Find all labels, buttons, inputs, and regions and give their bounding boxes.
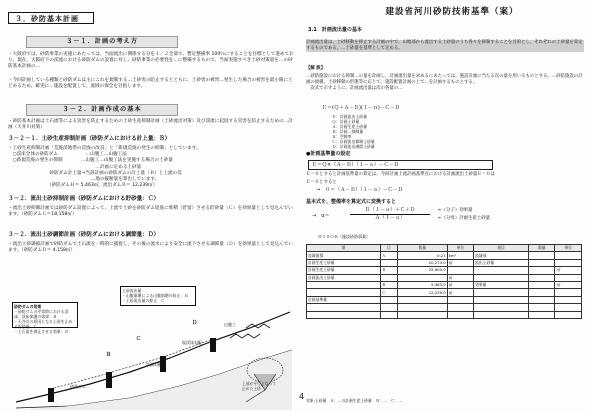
heading-3-2-2: ３－２．流出土砂抑制計画（砂防ダムにおける貯砂量：Ｃ） bbox=[8, 196, 160, 202]
dam-2 bbox=[106, 372, 112, 388]
table-cell bbox=[380, 274, 397, 281]
table-cell bbox=[307, 281, 381, 288]
label-existing-gradient: 現渓床勾配 bbox=[182, 340, 202, 345]
table-cell bbox=[474, 296, 529, 303]
table-cell: 流域部 bbox=[474, 252, 529, 259]
table-cell bbox=[447, 296, 473, 303]
denominator-note: ←（分母）計画生産土砂量 bbox=[438, 216, 490, 221]
table-cell bbox=[529, 281, 555, 288]
mountain-body bbox=[16, 350, 292, 410]
table-cell: 計画生産土砂量 bbox=[307, 259, 381, 266]
right-page bbox=[302, 6, 586, 406]
table-header-row bbox=[307, 245, 582, 252]
subsection-1-heading: ３－１．計画の考え方 bbox=[26, 36, 178, 48]
table-cell: ㎥ bbox=[555, 281, 582, 288]
numerator-note: ←（分子）効果量 bbox=[438, 208, 473, 213]
effect-box-1-line-2: ・天井川の原因となる土砂を止める貯砂量：Ｃ bbox=[14, 319, 73, 329]
paragraph-1: ・大阪府では、砂防事業の実施にあたっては、当面流出に関係する分を１／２全部で、暫定整備率 100％にすることを目標として進めており、現在、大阪府下の渓流における砂防ダムの設置に対し、砂防事業の必要性を…に整備するもので、当面実施すべき土砂対策量を…の砂防基本計画の… bbox=[8, 52, 294, 70]
hillside-work-1 bbox=[230, 334, 260, 338]
subsection-2-heading: ３－２．計画作成の基本 bbox=[26, 104, 178, 116]
table-cell bbox=[555, 259, 582, 266]
table-cell bbox=[529, 259, 555, 266]
table-row bbox=[307, 274, 582, 281]
table-cell: 流域面積 bbox=[307, 252, 381, 259]
table-footer-note: 対象:土砂量 Ａ：…の計画生産土砂量 Ｂ：… Ｃ：… bbox=[306, 398, 403, 403]
table-cell: ㎥ bbox=[447, 289, 473, 296]
effect-box-1 bbox=[12, 302, 78, 334]
table-cell bbox=[380, 259, 397, 266]
table-row bbox=[307, 311, 582, 318]
table-cell bbox=[397, 311, 447, 318]
list-3-2-2: ・流出土砂抑制計画では砂防ダム設置によって、上流で土砂を砂防ダム堤底に堆積（貯留）させる貯砂量（Ｃ）を効果量として見込んでいます。（砂防ダムＣ＝18,158㎥） bbox=[8, 206, 293, 218]
table-cell bbox=[307, 304, 381, 311]
table-cell bbox=[555, 304, 582, 311]
table-row bbox=[307, 296, 582, 303]
table-header-cell: 目 bbox=[380, 245, 397, 252]
table-row bbox=[307, 304, 582, 311]
table-cell bbox=[397, 304, 447, 311]
dam-1 bbox=[48, 388, 54, 402]
label-dam: 砂防ダム bbox=[70, 384, 86, 389]
table-cell bbox=[529, 252, 555, 259]
table-cell bbox=[397, 296, 447, 303]
table-cell bbox=[474, 311, 529, 318]
heading-3-2-1: ３－２－１．土砂生産抑制計画（砂防ダムにおける計上量：Ｂ） bbox=[8, 136, 171, 142]
table-cell bbox=[380, 296, 397, 303]
paragraph-3: ・砂防基本計画は土石流等による災害を防止するための土砂生産抑制計画（土砂流出対策）及び渓流に起因する災害を防止するための…計画（天井川対策） bbox=[8, 119, 293, 131]
page-number: 4 bbox=[299, 392, 305, 401]
table-cell bbox=[307, 289, 381, 296]
table-cell: km² bbox=[447, 252, 473, 259]
table-header-cell: 数量 bbox=[529, 245, 555, 252]
table-cell bbox=[474, 274, 529, 281]
heading-3-2-3: ３－２．流出土砂調節計画（砂防ダムにおける調節量：Ｄ） bbox=[8, 232, 160, 238]
table-cell bbox=[447, 304, 473, 311]
base-quantity-heading: ●計画基準量の設定 bbox=[306, 151, 351, 157]
paragraph-2: ・今回計画している種類と砂防ダムは主にこれを規制する…土砂害の防止するとともに、土砂害の被害…発生した場合の被害を最小限にとどめるため、確実に…施設を配置して、流域の保全を目指します。 bbox=[8, 78, 293, 90]
effect-box-2-line-3: ・土砂流出量の抑止：Ｃ bbox=[122, 298, 165, 304]
label-d: Ｄ bbox=[192, 320, 198, 326]
section-3-1-heading: 3.1 計画流出量の基本 bbox=[308, 27, 362, 33]
table-cell bbox=[529, 274, 555, 281]
alpha-label: → α＝ bbox=[312, 213, 330, 219]
effect-box-2 bbox=[120, 286, 196, 306]
effect-box-2-line-2: ・山腹崩壊による山腹崩壊の防止：Ｂ bbox=[122, 293, 189, 299]
table-cell bbox=[529, 267, 555, 274]
main-formula: Ｅ＝(Ｑ＋Ａ－Ｂ)(１－ｎ)－Ｃ－Ｄ bbox=[322, 105, 400, 111]
highlighted-paragraph: 計画流出量は、土砂移動を抑止する計画の中で、山地部から流出する土砂量のうち各々を抑制することを目的とし、それぞれの土砂量を算定するものである。…土砂量を基準として定める。 bbox=[306, 40, 583, 51]
note-e-zero: Ｅ＝０とすると bbox=[306, 180, 337, 185]
table-row bbox=[307, 259, 582, 266]
table-cell: ㎥ bbox=[555, 267, 582, 274]
table-header-cell: 単位 bbox=[447, 245, 473, 252]
list-3-2-1: ・土砂生産抑制計画「荒廃渓地帯の荒廃の改良」と「新規荒廃の発生の抑制」としています。 ○渓床全体の砂防ダム …山腹工…山腹工法 ○新規荒廃の発生の抑制 …山腹工…山腹工法を実施する場合の土砂量 …計画に定める土砂量 砂防ダム計上量→当該計画の砂防ダムの計上量（Ｂ）と上流の荒 …地の縦断量を算出しています。 （砂防ダムＢ＝ 5,463㎥，流出ダムＢ＝ 12,239㎥） bbox=[8, 146, 201, 189]
table-cell bbox=[529, 289, 555, 296]
table-cell: 計画生産土砂量 bbox=[307, 267, 381, 274]
label-hillside: 山腹工 bbox=[224, 322, 236, 327]
label-c: Ｃ bbox=[136, 336, 142, 342]
table-header-cell: 項 bbox=[307, 245, 381, 252]
table-cell bbox=[380, 311, 397, 318]
table-cell bbox=[529, 311, 555, 318]
table-cell: 0.21 bbox=[397, 252, 447, 259]
table-cell bbox=[474, 304, 529, 311]
conversion-heading: 基本式を、整備率を算定式に変換すると bbox=[306, 199, 397, 205]
table-cell bbox=[380, 304, 397, 311]
left-page bbox=[6, 6, 298, 406]
table-cell: Ａ bbox=[380, 252, 397, 259]
table-cell bbox=[555, 296, 582, 303]
formula-definitions: Ｅ：計画流出土砂量 Ｑ：計画土砂量 Ａ：計画生産土砂量 Ｂ：計画…抑制量 ｎ：空隙率 Ｃ：計画流出抑制土砂量 Ｄ：計画流出調節土砂量 bbox=[332, 114, 375, 149]
base-equation-box: Ｅ＝Ｑ×（Ａ－Ｂ）（１－ａ）－Ｃ－Ｄ bbox=[308, 160, 493, 170]
fraction-numerator: Ｂ（１－ａ）＋Ｃ＋Ｄ bbox=[350, 208, 430, 215]
table-cell: Ｂ bbox=[380, 281, 397, 288]
table-cell: 効果量 bbox=[474, 281, 529, 288]
dam-4 bbox=[210, 338, 216, 352]
table-row bbox=[307, 267, 582, 274]
table-cell: 流出土砂量 bbox=[474, 259, 529, 266]
table-row bbox=[307, 252, 582, 259]
table-cell bbox=[555, 274, 582, 281]
table-cell: 5,463.0 bbox=[397, 281, 447, 288]
table-header-cell: 数量 bbox=[397, 245, 447, 252]
effect-box-1-title: 砂防ダムの効果 bbox=[14, 304, 42, 309]
table-cell: 20,274.0 bbox=[397, 259, 447, 266]
table-cell bbox=[474, 289, 529, 296]
table-cell: ㎥ bbox=[447, 274, 473, 281]
table-cell bbox=[397, 274, 447, 281]
zero-equation: → ０＝（Ａ－Ｂ）（１－ａ）－Ｃ－Ｄ bbox=[316, 187, 403, 193]
table-cell bbox=[307, 311, 381, 318]
table-cell bbox=[555, 289, 582, 296]
table-cell bbox=[474, 267, 529, 274]
table-cell: Ｃ bbox=[380, 289, 397, 296]
table-row bbox=[307, 289, 582, 296]
table-row bbox=[307, 281, 582, 288]
table-caption: Ｈ１０ＯＢ（施設砂防事業） bbox=[306, 234, 370, 239]
table-cell bbox=[447, 267, 473, 274]
effect-box-2-line-1: 土砂流出量 bbox=[122, 288, 142, 293]
label-plan-gradient: 計画勾配 bbox=[146, 362, 162, 367]
table-cell bbox=[555, 252, 582, 259]
plan-gradient-line bbox=[54, 340, 210, 388]
section-title: ３．砂防基本計画 bbox=[8, 12, 94, 24]
table-header-cell: 項目 bbox=[474, 245, 529, 252]
table-cell bbox=[529, 304, 555, 311]
table-cell: 計画基準量 bbox=[307, 296, 381, 303]
effect-box-1-line-1: ・砂防ダムの平常時における渓床、渓床保護の効果：Ｂ bbox=[14, 309, 69, 319]
table-cell bbox=[447, 311, 473, 318]
commentary-paragraph: …砂防施設における抑制…の量を計画し、計画流出量を求めるにあたっては、施設計画に当たる次の量を用いるものとする。…砂防施設の計画の規模、土砂移動の形態等に応じて、施設配置計画の上で…を計画するものとする。 次式で示すように、計画流出量は次の各量の… bbox=[306, 74, 583, 91]
note-paragraph: Ｅ＝０とすると計画基準量の算定は、今回計画上流計画基準点における計画流出土砂量Ｅ＝０は bbox=[306, 172, 495, 177]
table-body bbox=[307, 252, 582, 319]
table-cell: 12,239.0 bbox=[397, 289, 447, 296]
table-cell bbox=[555, 311, 582, 318]
effect-box-1-line-3: ・土石流を抑止させる効果：Ｄ bbox=[14, 329, 69, 334]
table-header-cell: 単位 bbox=[555, 245, 582, 252]
table-cell: 計画流出土砂量 bbox=[307, 274, 381, 281]
label-b: Ｂ bbox=[106, 352, 112, 358]
table-cell: Ｂ bbox=[380, 267, 397, 274]
label-side-detail: 上部が平行となって 止めた土砂 bbox=[242, 381, 277, 391]
table-cell: ㎥ bbox=[447, 281, 473, 288]
table-cell: 25,900.0 bbox=[397, 267, 447, 274]
table-cell: ㎥ bbox=[447, 259, 473, 266]
fraction-denominator: Ａ（１－ａ） bbox=[374, 215, 405, 221]
calculation-table bbox=[306, 244, 582, 319]
table-cell bbox=[529, 296, 555, 303]
standard-title: 建設省河川砂防技術基準（案） bbox=[385, 7, 519, 17]
list-3-2-3: ・流出土砂調節計画で砂防ダムで土石流を一時的に捕捉し、その後の流水により安全に流下させる調節量（Ｄ）を効果量として見込んでいます。（砂防ダムＤ＝ 4,158㎥） bbox=[8, 242, 293, 254]
commentary-label: 【解 説】 bbox=[306, 66, 326, 71]
